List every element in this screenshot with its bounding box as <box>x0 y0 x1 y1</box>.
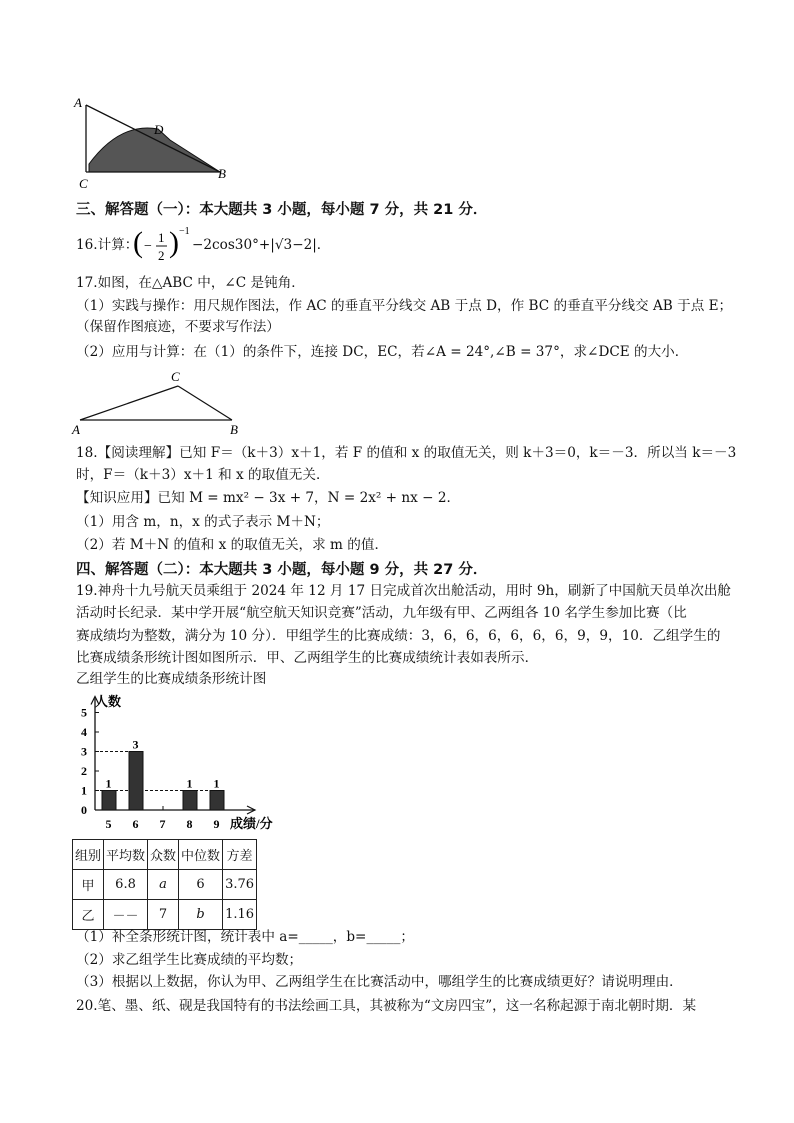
stats-table <box>72 839 257 930</box>
table-cell: 乙 <box>73 900 104 930</box>
q19-line4: 比赛成绩条形统计图如图所示．甲、乙两组学生的比赛成绩统计表如表所示． <box>76 650 539 666</box>
bar <box>102 791 116 811</box>
bar-value-label: 1 <box>105 776 112 791</box>
table-cell: a <box>148 870 179 900</box>
chart-title: 乙组学生的比赛成绩条形统计图 <box>76 671 267 687</box>
label-b: B <box>230 422 238 436</box>
table-header-cell: 平均数 <box>104 840 148 870</box>
x-tick-label: 7 <box>159 817 166 831</box>
table-row <box>73 900 257 930</box>
svg-text:(: ( <box>133 226 143 259</box>
table-header-row <box>73 840 257 870</box>
section3-heading: 三、解答题（一）：本大题共 3 小题，每小题 7 分，共 21 分． <box>76 202 488 218</box>
bar-chart <box>70 690 290 835</box>
bar-value-label: 1 <box>186 776 193 791</box>
q17-title: 17.如图，在△ABC 中，∠C 是钝角． <box>76 275 305 291</box>
y-tick-label: 4 <box>81 725 87 739</box>
q18-line2: 时，F＝（k＋3）x＋1 和 x 的取值无关． <box>76 467 330 483</box>
table-cell: 甲 <box>73 870 104 900</box>
table-header-cell: 中位数 <box>179 840 223 870</box>
q20-line1: 20.笔、墨、纸、砚是我国特有的书法绘画工具，其被称为“文房四宝”，这一名称起源于南北朝时期．某 <box>76 998 697 1014</box>
svg-text:): ) <box>169 226 179 259</box>
bar-value-label: 3 <box>132 737 139 752</box>
y-tick-label: 1 <box>81 783 87 798</box>
label-b: B <box>218 166 226 181</box>
q19-line2: 活动时长纪录．某中学开展“航空航天知识竞赛”活动，九年级有甲、乙两组各 10 名学生参加比赛（比 <box>76 605 687 621</box>
table-cell: －－ <box>104 900 148 930</box>
y-tick-label: 3 <box>81 744 87 759</box>
q19-sub2: （2）求乙组学生比赛成绩的平均数； <box>76 952 303 968</box>
q18-line3: 【知识应用】已知 M = mx² − 3x + 7，N = 2x² + nx − 2． <box>76 490 461 506</box>
q16-prefix: 16.计算： <box>76 237 139 253</box>
table-cell: 3.76 <box>223 870 257 900</box>
triangle-figure-abc <box>70 366 250 436</box>
q18-line4: （1）用含 m，n，x 的式子表示 M＋N； <box>76 514 330 530</box>
q17-part2: （2）应用与计算：在（1）的条件下，连接 DC，EC，若∠A = 24°,∠B = 37°，求∠DCE 的大小． <box>76 344 689 360</box>
x-axis-label: 成绩/分 <box>230 816 273 831</box>
bar <box>183 791 197 811</box>
label-c: C <box>171 369 180 384</box>
y-tick-label: 2 <box>81 764 87 778</box>
y-tick-label: 5 <box>81 705 87 720</box>
bar <box>129 752 143 811</box>
y-axis-label: 人数 <box>95 694 122 709</box>
triangle-figure-top <box>70 92 240 192</box>
q17-part1-note: （保留作图痕迹，不要求写作法） <box>76 319 280 335</box>
label-c: C <box>79 176 88 191</box>
bar-value-label: 1 <box>213 776 220 791</box>
table-cell: 1.16 <box>223 900 257 930</box>
y-tick-label: 0 <box>81 803 87 817</box>
table-cell: 7 <box>148 900 179 930</box>
x-tick-label: 8 <box>186 817 193 831</box>
table-cell: b <box>179 900 223 930</box>
table-header-cell: 方差 <box>223 840 257 870</box>
q16-fraction-expression <box>133 222 193 268</box>
q19-line3: 赛成绩均为整数，满分为 10 分）．甲组学生的比赛成绩：3，6，6，6，6，6，6，9，9，10．乙组学生的 <box>76 628 721 644</box>
q16-frac-num: 1 <box>158 230 165 245</box>
label-a: A <box>74 95 82 110</box>
section4-heading: 四、解答题（二）：本大题共 3 小题，每小题 9 分，共 27 分． <box>76 562 488 578</box>
svg-text:−: − <box>144 239 152 254</box>
q19-sub3: （3）根据以上数据，你认为甲、乙两组学生在比赛活动中，哪组学生的比赛成绩更好？请说明理由． <box>76 974 683 990</box>
table-row <box>73 870 257 900</box>
bar <box>210 791 224 811</box>
table-header-cell: 组别 <box>73 840 104 870</box>
q17-part1: （1）实践与操作：用尺规作图法，作 AC 的垂直平分线交 AB 于点 D，作 BC 的垂直平分线交 AB 于点 E； <box>76 298 733 314</box>
x-tick-label: 5 <box>105 817 112 831</box>
table-cell: 6.8 <box>104 870 148 900</box>
q19-line1: 19.神舟十九号航天员乘组于 2024 年 12 月 17 日完成首次出舱活动，用时 9h，刷新了中国航天员单次出舱 <box>76 583 732 599</box>
label-a: A <box>72 422 80 436</box>
x-tick-label: 9 <box>213 817 220 831</box>
table-header-cell: 众数 <box>148 840 179 870</box>
q19-sub1: （1）补全条形统计图，统计表中 a=_____，b=_____； <box>76 929 415 945</box>
table-cell: 6 <box>179 870 223 900</box>
label-d: D <box>154 122 164 137</box>
q18-line5: （2）若 M＋N 的值和 x 的取值无关，求 m 的值． <box>76 537 389 553</box>
q16-rest: −2cos30°+|√3−2|． <box>192 237 331 253</box>
x-tick-label: 6 <box>132 817 139 831</box>
q16-frac-den: 2 <box>158 248 165 263</box>
q16-exponent: −1 <box>179 226 190 237</box>
q18-line1: 18.【阅读理解】已知 F＝（k＋3）x＋1，若 F 的值和 x 的取值无关，则 k＋3＝0，k＝－3．所以当 k＝－3 <box>76 445 737 461</box>
